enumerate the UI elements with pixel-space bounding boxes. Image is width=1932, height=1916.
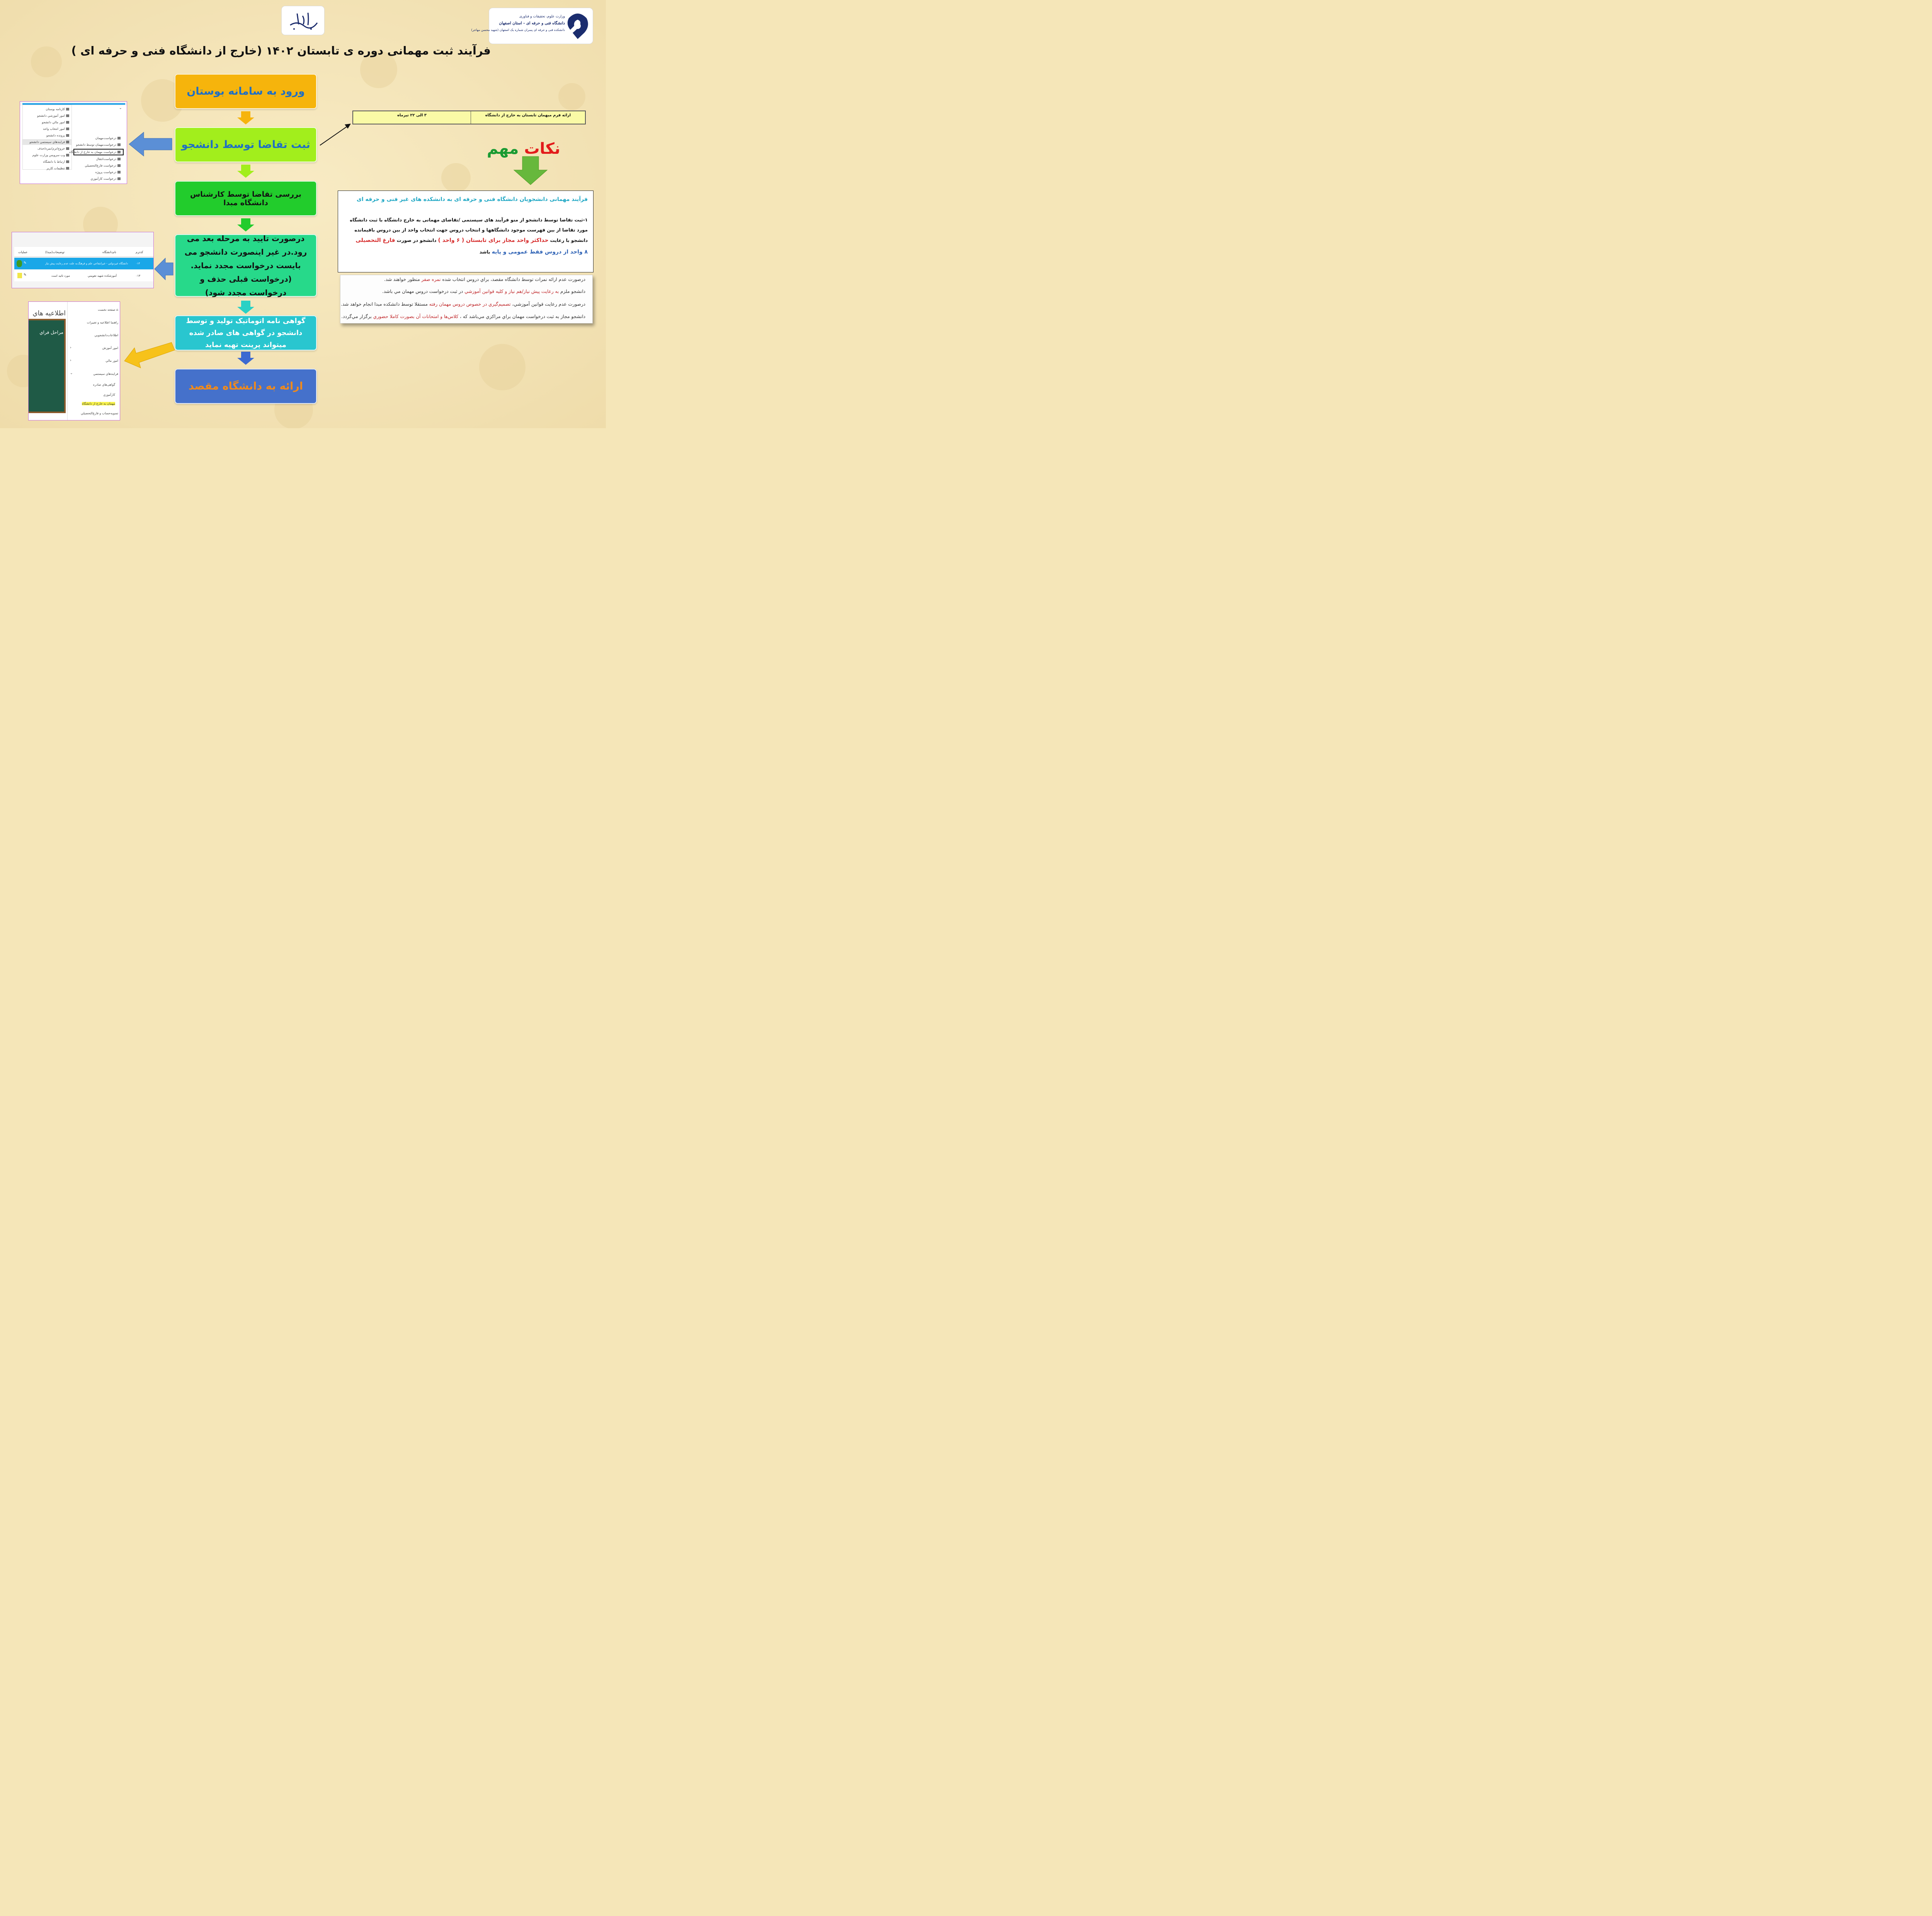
delete-icon[interactable] [17, 273, 22, 278]
schedule-item: ارائه فرم میهمان تابستان به خارج از دانشگاه [471, 111, 585, 124]
submenu-item[interactable]: درخواست فارغ‌التحصيلي [85, 164, 121, 167]
submenu-item[interactable]: درخواست‌مهمان توسط دانشجو [76, 143, 121, 146]
arrow-left-menu [129, 132, 172, 156]
sidebar-item-system-processes[interactable]: فرايندهاي سيستمي [93, 372, 118, 376]
submenu-item[interactable]: درخواست‌مهمان [95, 136, 121, 140]
step-approve-label: درصورت تایید به مرحله بعد می رود.در غیر اینصورت دانشجو می بایست درخواست مجدد نماید.(درخواست قبلی حذف و درخواست مجدد شود) [184, 233, 307, 297]
pointer-line-schedule [320, 126, 348, 145]
chalkboard-panel [29, 302, 67, 420]
edit-icon[interactable]: ✎ [24, 261, 27, 265]
menu-item[interactable]: وب سرويس وزارت علوم [32, 153, 69, 157]
sidebar-item-guide[interactable]: راهنما اطلاعیه و تغییرات [87, 321, 118, 324]
info-heading: فرآیند مهمانی دانشجویان دانشگاه فنی و حرفه ای به دانشکده های غیر فنی و حرفه ای [357, 196, 588, 202]
rules-box [340, 275, 593, 323]
step-certificate-label: گواهی نامه اتوماتیک تولید و توسط دانشجو در گواهی های صادر شده میتواند پرینت تهیه نماید [186, 317, 306, 349]
menu-left-panel [22, 105, 72, 170]
submenu-item[interactable]: درخواست کارآموزي [90, 177, 121, 180]
arrow-down-notes [514, 157, 547, 185]
notes-title-part2: مهم [487, 140, 519, 158]
sidebar-screenshot [28, 301, 120, 420]
menu-screenshot [20, 101, 127, 184]
announcement-subtitle: مراحل فراي [39, 330, 63, 335]
logo-line-university: دانشگاه فنی و حرفه ای - استان اصفهان [499, 21, 565, 26]
chevron-right-icon[interactable]: › [70, 359, 71, 362]
menu-item[interactable]: امور مالي دانشجو [42, 121, 69, 124]
rule-4: دانشجو مجاز به ثبت درخواست مهمان براي مراکزي مي‌باشد که ، کلاس‌ها و امتحانات آن بصورت کاملا حضوري برگزار مي‌گردد. [341, 314, 585, 319]
col-term: کدترم [136, 250, 143, 254]
menu-item[interactable]: امور انتخاب واحد [43, 127, 69, 131]
col-university: نام‌دانشگاه [102, 250, 116, 254]
rule-3: درصورت عدم رعايت قوانين آموزشي، تصميم‌گيري در خصوص دروس مهمان رفته مستقلا توسط دانشکده مبدا انجام خواهد شد. [341, 301, 585, 307]
arrow-left-table [155, 258, 173, 280]
row-university: آموزشکده شهید تقویمي [88, 274, 117, 277]
menu-item[interactable]: خروج/ترم/نمره/حذف [37, 147, 69, 150]
chevron-down-icon[interactable]: ⌄ [70, 371, 73, 375]
page-title: فرآیند ثبت مهمانی دوره ی تابستان ۱۴۰۲ (خارج از دانشگاه فنی و حرفه ای ) [71, 44, 491, 57]
info-box [338, 191, 594, 272]
submenu-item-highlighted[interactable]: درخواست مهمان به خارج از دانشگاه [73, 149, 124, 155]
info-line-2: مورد تقاضا از بین فهرست موجود دانشگاهها و انتخاب دروس جهت انتخاب واحد از بین دروس باقیمانده [354, 227, 588, 233]
sidebar-item-finance[interactable]: امور مالي [105, 359, 118, 362]
row-note: مورد تائید است [51, 274, 70, 277]
sidebar-item-home[interactable]: ⌂ صفحه نخست [98, 308, 118, 311]
sidebar-item-student-info[interactable]: اطلاعات‌دانشجويي [94, 334, 118, 337]
info-line-3: دانشجو با رعایت حداکثر واحد مجاز برای تابستان ( ۶ واحد ) دانشجو در صورت فارغ التحصیلی [355, 237, 588, 243]
row-note: به علت عدم رعایت پیش نیاز [45, 262, 78, 265]
menu-item[interactable]: کارنامه بوستان [46, 107, 69, 111]
menu-item[interactable]: تنظيمات کاربر [46, 167, 69, 170]
schedule-dates: ۳ الی ۲۲ تیرماه [397, 113, 427, 117]
schedule-table [352, 111, 586, 124]
col-note: توضیحات(مبدا) [45, 250, 65, 254]
menu-item[interactable]: پرونده دانشجو [46, 134, 69, 137]
logo-line-faculty: دانشکده فنی و حرفه ای پسران شماره یک اصفهان (شهید محسن مهاجر) [471, 28, 565, 32]
step-login-label: ورود به سامانه بوستان [187, 85, 305, 97]
table-screenshot [12, 232, 154, 288]
sidebar-item-education[interactable]: امور آموزش [102, 346, 118, 350]
sidebar-item-certificates[interactable]: گواهی‌هاي صادره [93, 383, 115, 386]
menu-right-panel [69, 134, 124, 183]
chevron-right-icon[interactable]: › [70, 346, 71, 350]
menu-item[interactable]: ارتباط با دانشگاه [43, 160, 69, 163]
step-submit-label: ثبت تقاضا توسط دانشجو [181, 139, 310, 151]
step-deliver-label: ارائه به دانشگاه مقصد [188, 380, 303, 392]
info-line-1: ۱-ثبت تقاضا توسط دانشجو از منو فرآیند های سیستمی /تقاضای مهمانی به خارج دانشگاه با ثبت دانشگاه [350, 217, 588, 223]
sidebar-item-internship[interactable]: کارآموزي [103, 393, 115, 396]
row-term: ۰۱۳ [136, 262, 140, 265]
arrow-left-sidebar [124, 342, 175, 368]
delete-icon[interactable] [17, 260, 22, 267]
menu-item-active[interactable]: فرايندهاي سيستمي دانشجو [22, 139, 71, 145]
step-review-label: بررسی تقاضا توسط کارشناس دانشگاه مبدا [190, 190, 302, 207]
notes-title [487, 137, 560, 160]
submenu-item[interactable]: درخواست پروژه [95, 170, 121, 174]
row-term: ۰۱۳ [136, 274, 141, 277]
menu-item[interactable]: امور آموزشي دانشجو [37, 114, 69, 117]
submenu-item[interactable]: درخواست‌انتقال [96, 157, 121, 161]
row-university: دانشگاه غیردولتي - غيرانتفاعي علم و فرهنگ [78, 262, 128, 265]
table-row[interactable] [14, 270, 154, 281]
chevron-down-icon[interactable]: ⌄ [119, 106, 122, 110]
edit-icon[interactable]: ✎ [24, 273, 27, 277]
col-operations: عملیات [18, 250, 28, 254]
rule-1: درصورت عدم ارائه نمرات توسط دانشگاه مقصد، براي دروس انتخاب شده نمره صفر منظور خواهند شد. [384, 277, 585, 282]
rule-2: دانشجو ملزم به رعايت پيش نياز/هم نياز و کليه قوانين آموزشي در ثبت درخواست دروس مهمان مي باشد. [382, 289, 585, 294]
announcement-title: اطلاعیه هاي [32, 310, 66, 317]
home-icon: ⌂ [115, 308, 118, 311]
table-header-row [14, 247, 154, 257]
sidebar-item-guest-outside[interactable]: مهمان به خارج از دانشگاه [82, 402, 115, 405]
logo-line-ministry: وزارت علوم، تحقیقات و فناوری [519, 15, 565, 19]
table-row[interactable] [14, 258, 154, 269]
info-line-4: ۸ واحد از دروس فقط عمومی و پایه باشد [479, 249, 588, 255]
sidebar-item-graduation[interactable]: تسويه‌حساب و فارغ‌التحصيلي [81, 412, 118, 415]
notes-title-part1: نکات [524, 140, 560, 158]
